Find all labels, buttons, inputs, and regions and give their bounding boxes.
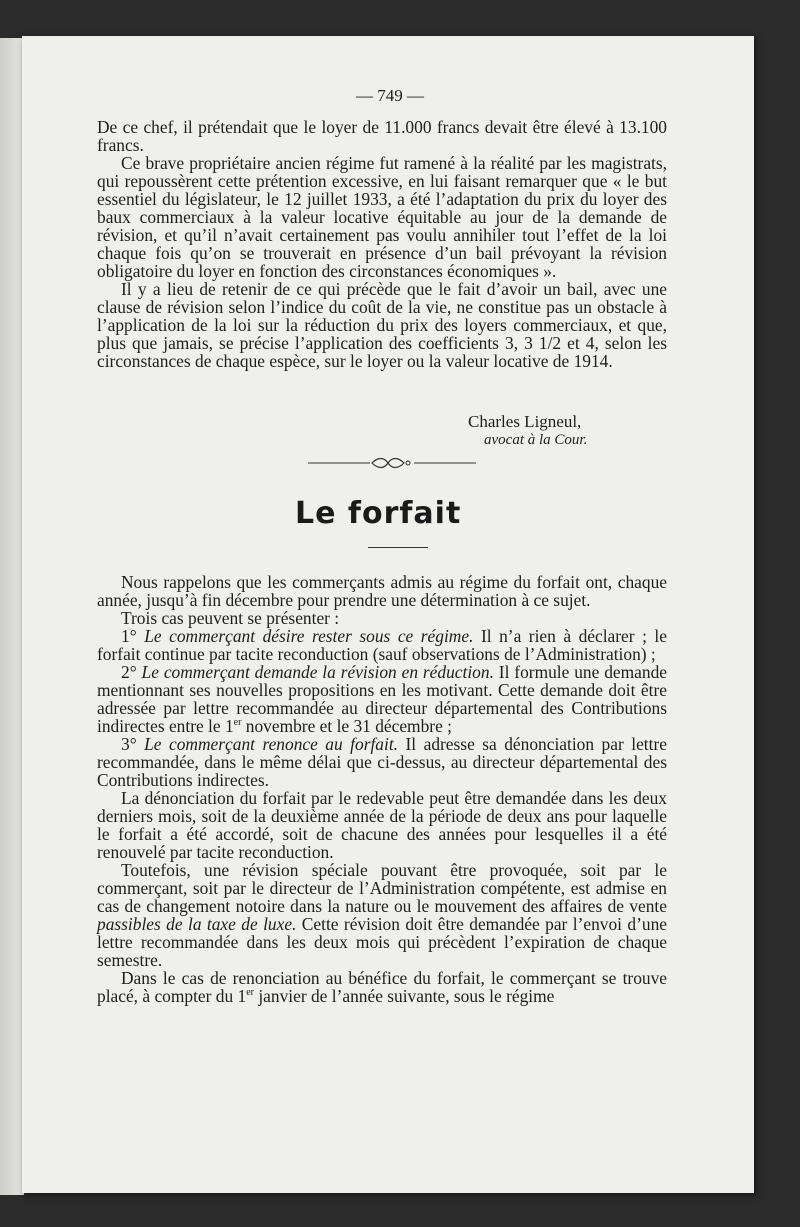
- text-emphasis: passibles de la taxe de luxe.: [97, 914, 297, 934]
- page-number: — 749 —: [356, 86, 424, 105]
- item-emphasis: Le commerçant renonce au forfait.: [144, 734, 399, 754]
- superscript: er: [246, 987, 254, 999]
- item-text: novembre et le 31 décembre ;: [241, 716, 452, 736]
- paragraph: [97, 969, 667, 1005]
- paragraph: [97, 861, 667, 969]
- item-text: Il n’a rien à déclarer ; le forfait continue par tacite reconduction (sauf observations de l’Administration) ;: [97, 626, 667, 664]
- paragraph: Il y a lieu de retenir de ce qui précède que le fait d’avoir un bail, avec une clause de révision selon l’indice du coût de la vie, ne constitue pas un obstacle à l’application de la loi sur la réduction du prix des loyers commerciaux, et que, plus que jamais, se précise l’application des coefficients 3, 3 1/2 et 4, selon les circonstances de chaque espèce, sur le loyer ou la valeur locative de 1914.: [97, 279, 667, 371]
- item-number: 2°: [121, 662, 137, 682]
- author-name: Charles Ligneul,: [468, 412, 582, 431]
- heading-rule: [368, 547, 428, 548]
- item-number: 3°: [121, 734, 137, 754]
- list-item: [97, 627, 667, 663]
- text-run: Cette révision doit être demandée par l’envoi d’une lettre recommandée dans les deux mois qui précèdent l’expiration de chaque semestre.: [97, 914, 667, 970]
- item-text: Il adresse sa dénonciation par lettre recommandée, dans le même délai que ci-dessus, au directeur départemental des Contributions indirectes.: [97, 734, 667, 790]
- paragraph: Ce brave propriétaire ancien régime fut ramené à la réalité par les magistrats, qui repoussèrent cette prétention excessive, en lui faisant remarquer que « le but essentiel du législateur, le 12 juillet 1933, a été l’adaptation du prix du loyer des baux commerciaux à la valeur locative équitable au jour de la demande de révision, et qu’il n’avait certainement pas voulu annihiler tout l’effet de la loi chaque fois qu’on se trouverait en présence d’un bail prévoyant la révision obligatoire du loyer en fonction des circonstances économiques ».: [97, 153, 667, 281]
- paragraph: Nous rappelons que les commerçants admis au régime du forfait ont, chaque année, jusqu’à fin décembre pour prendre une détermination à ce sujet.: [97, 572, 667, 610]
- item-emphasis: Le commerçant demande la révision en réduction.: [141, 662, 494, 682]
- text-run: Dans le cas de renonciation au bénéfice du forfait, le commerçant se trouve placé, à compter du 1: [97, 968, 667, 1006]
- previous-page-edge: [0, 38, 24, 1195]
- text-run: Toutefois, une révision spéciale pouvant être provoquée, soit par le commerçant, soit par le directeur de l’Administration compétente, est admise en cas de changement notoire dans la nature ou le mouvement des affaires de vente: [97, 860, 667, 916]
- list-item: [97, 735, 667, 789]
- item-text: Il formule une demande mentionnant ses nouvelles propositions en les motivant. Cette demande doit être adressée par lettre recommandée au directeur départemental des Contributions indirectes entre le 1: [97, 662, 667, 736]
- paragraph: La dénonciation du forfait par le redevable peut être demandée dans les deux derniers mois, soit de la deuxième année de la période de deux ans pour laquelle le forfait a été accordé, soit de chacune des années pour lesquelles il a été renouvelé par tacite reconduction.: [97, 788, 667, 862]
- paragraph: De ce chef, il prétendait que le loyer de 11.000 francs devait être élevé à 13.100 francs.: [97, 117, 667, 155]
- superscript: er: [233, 717, 242, 729]
- list-item: [97, 663, 667, 735]
- article-continuation: [97, 118, 667, 370]
- text-run: janvier de l’année suivante, sous le régime: [254, 986, 555, 1006]
- paragraph: Trois cas peuvent se présenter :: [121, 608, 340, 628]
- ornament-divider: [308, 455, 476, 471]
- author-role: avocat à la Cour.: [484, 432, 588, 448]
- forfait-section: [97, 573, 667, 1005]
- item-number: 1°: [121, 626, 137, 646]
- item-emphasis: Le commerçant désire rester sous ce régime.: [144, 626, 474, 646]
- section-heading: Le forfait: [295, 496, 462, 531]
